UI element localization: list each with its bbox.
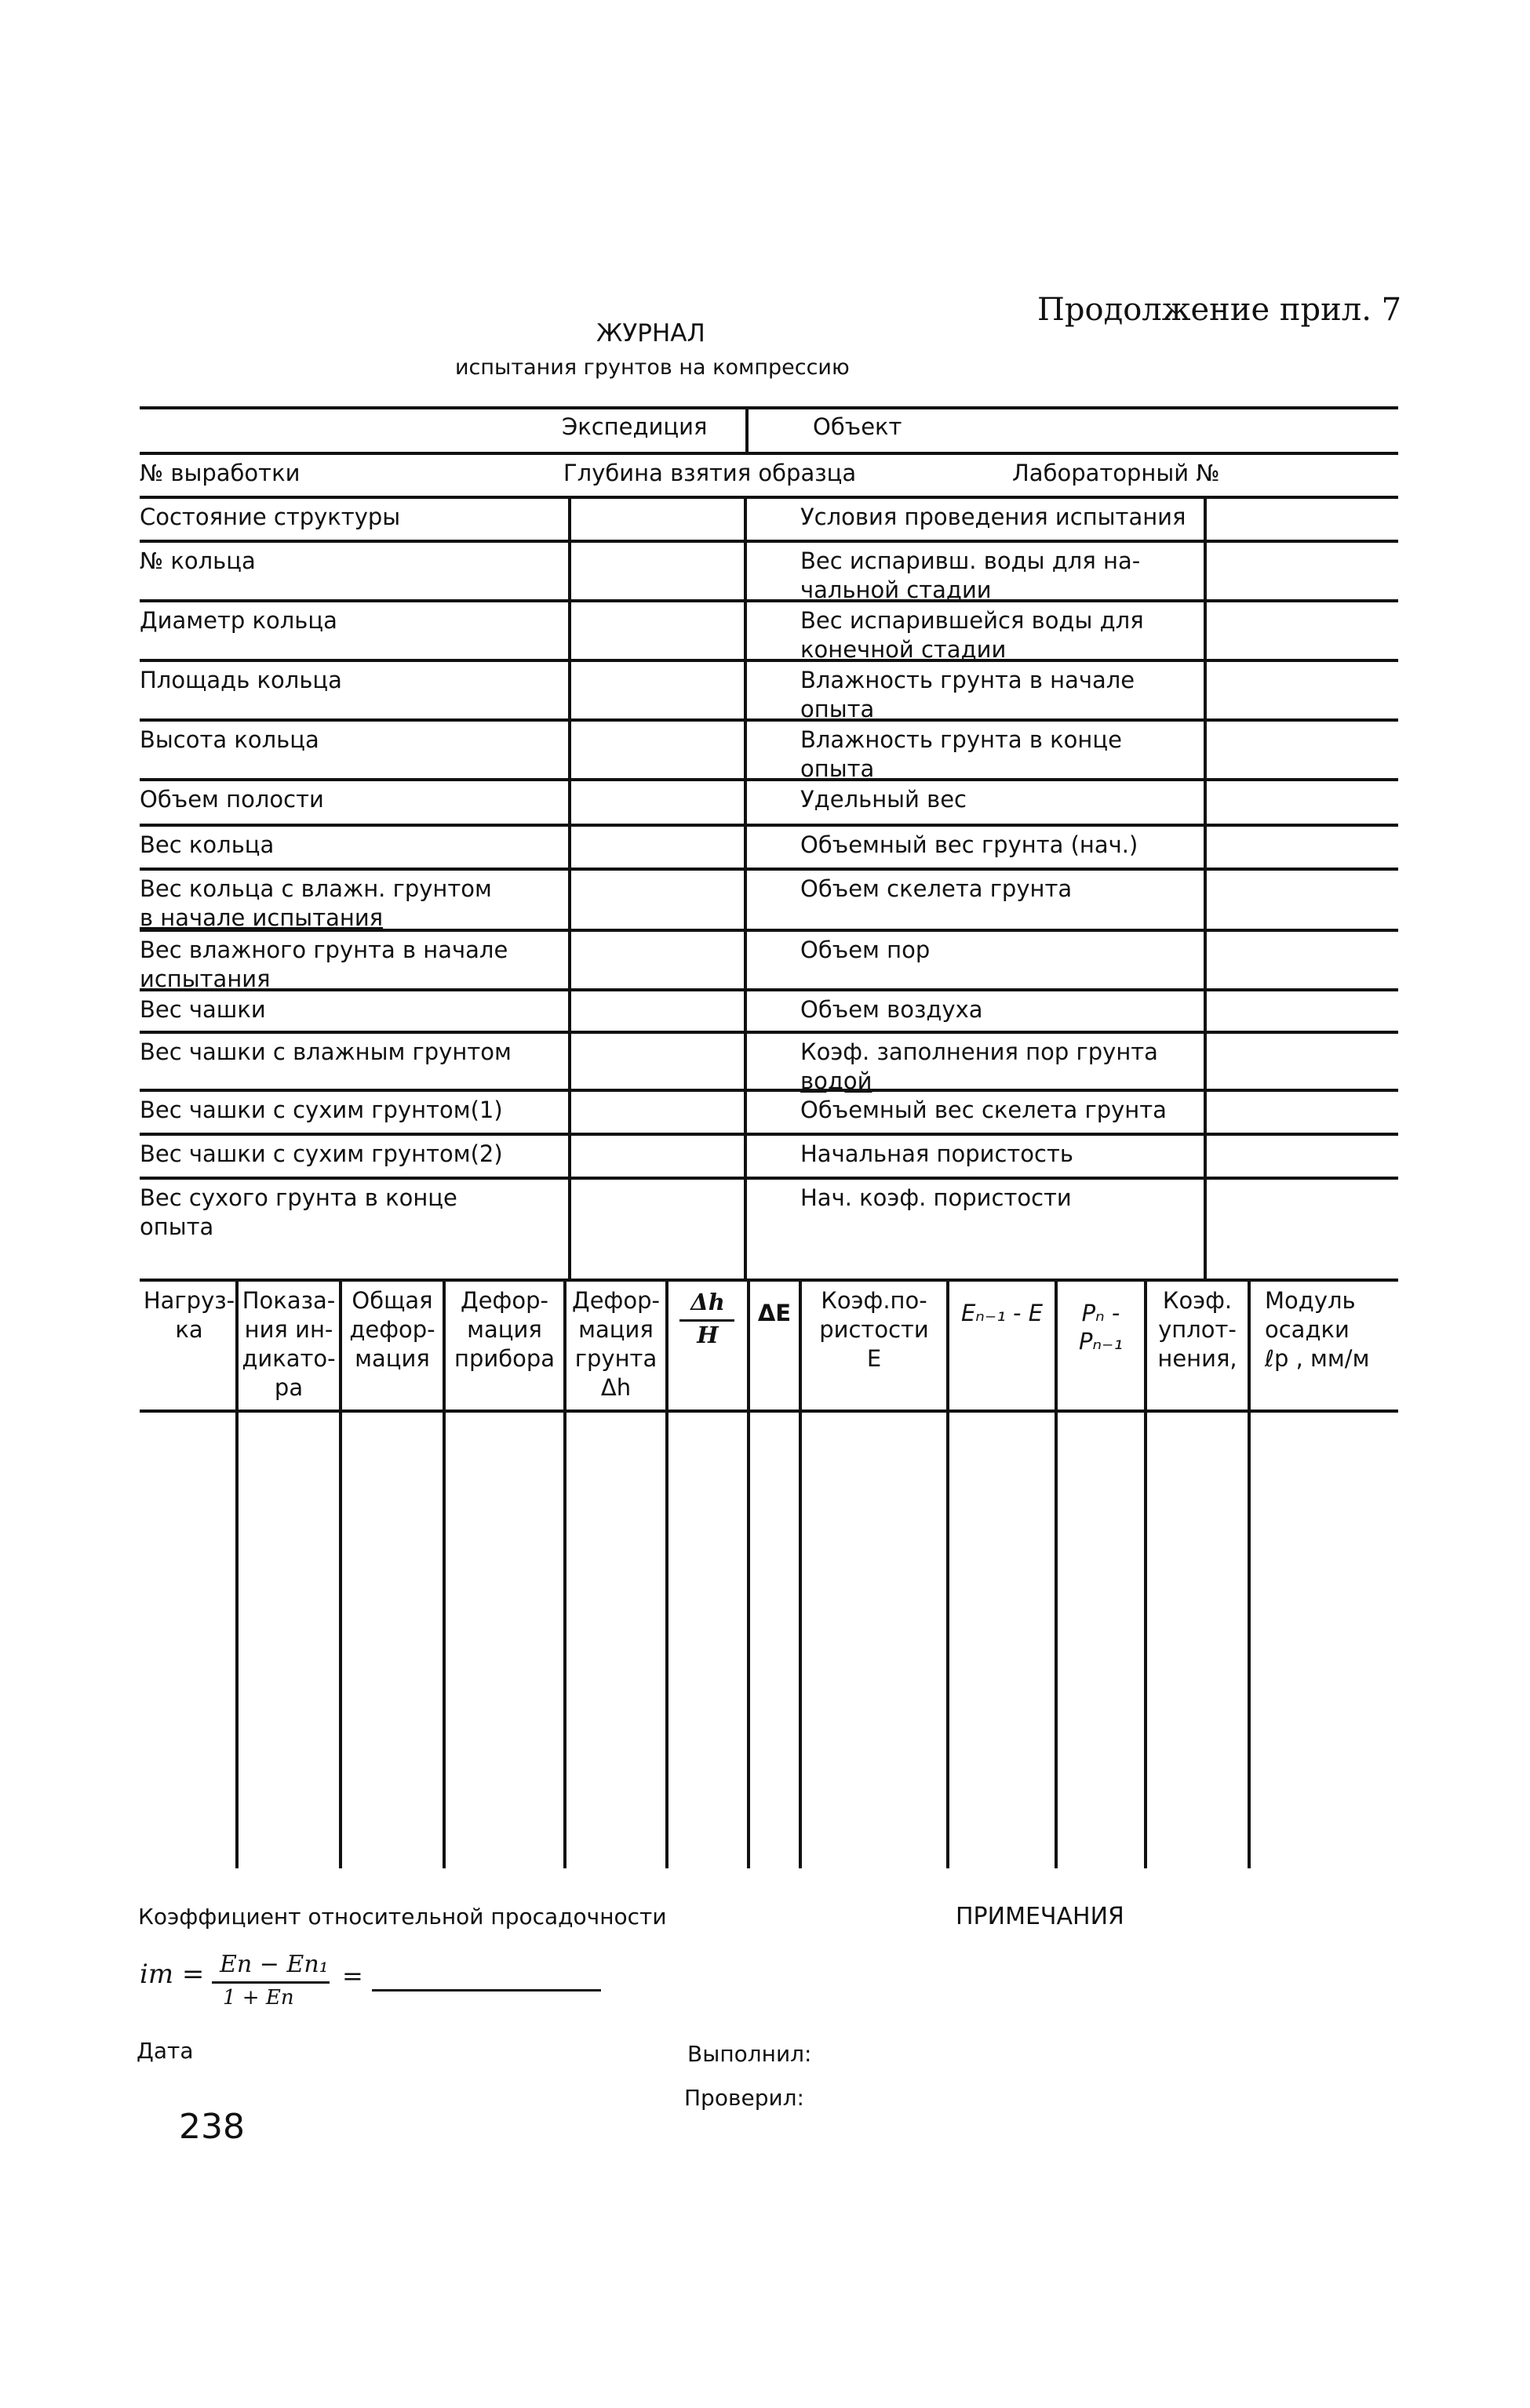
row-border (140, 599, 1398, 602)
column-header-label: дефор- (349, 1316, 435, 1343)
row-border (140, 540, 1398, 543)
column-header-label: мация (578, 1316, 654, 1343)
formula-equals: = (342, 1961, 363, 1991)
column-header-label: уплот- (1158, 1316, 1237, 1343)
test-column-divider (665, 1280, 668, 1868)
left-label: Состояние структуры (140, 504, 401, 530)
column-header-label: ΔE (757, 1300, 792, 1326)
left-label: Площадь кольца (140, 667, 342, 693)
column-header-label: Нагруз- (143, 1287, 235, 1314)
right-label: Удельный вес (800, 786, 967, 813)
row-border (140, 988, 1398, 991)
column-header-label: ния ин- (244, 1316, 333, 1343)
column-header-label: ристости (819, 1316, 929, 1343)
column-header-label: Е (866, 1345, 882, 1372)
performed-label: Выполнил: (687, 2041, 812, 2067)
right-label: Объем воздуха (800, 996, 983, 1023)
right-label: опыта (800, 755, 875, 782)
working-no-label: № выработки (140, 460, 301, 486)
formula-denominator: 1 + En (223, 1986, 294, 2010)
left-label: Вес чашки (140, 996, 266, 1023)
left-label: Вес влажного грунта в начале (140, 937, 508, 963)
formula-lhs: im = (140, 1959, 205, 1990)
right-label: Условия проведения испытания (800, 504, 1186, 530)
test-table-header-border (140, 1410, 1398, 1413)
info-row-border (140, 452, 1398, 455)
right-label: Коэф. заполнения пор грунта (800, 1038, 1158, 1065)
page-number: 238 (179, 2107, 245, 2147)
column-header-label: Коэф. (1162, 1287, 1233, 1314)
left-label: Вес чашки с сухим грунтом(1) (140, 1097, 503, 1123)
row-border (140, 824, 1398, 827)
left-label: Вес чашки с сухим грунтом(2) (140, 1140, 503, 1167)
journal-subtitle: испытания грунтов на компрессию (455, 355, 850, 380)
formula-fraction-bar (212, 1981, 330, 1984)
expedition-label: Экспедиция (562, 413, 708, 440)
left-label: в начале испытания (140, 904, 384, 931)
row-border (140, 1133, 1398, 1136)
test-column-divider (1055, 1280, 1058, 1868)
column-header-label: Дефор- (572, 1287, 660, 1314)
right-label: Начальная пористость (800, 1140, 1073, 1167)
coefficient-label: Коэффициент относительной просадочности (138, 1904, 667, 1930)
right-label: конечной стадии (800, 636, 1007, 663)
right-label: чальной стадии (800, 577, 992, 603)
right-label: Влажность грунта в конце (800, 726, 1122, 753)
test-column-divider (946, 1280, 949, 1868)
row-border (140, 718, 1398, 722)
test-column-divider (747, 1280, 750, 1868)
right-label: Объемный вес грунта (нач.) (800, 831, 1138, 858)
row-border (140, 1177, 1398, 1180)
lab-no-label: Лабораторный № (1012, 460, 1220, 486)
left-label: Вес сухого грунта в конце (140, 1184, 457, 1211)
row-border (140, 868, 1398, 871)
right-label: Вес испаривш. воды для на- (800, 547, 1141, 574)
column-header-label: Показа- (242, 1287, 336, 1314)
table-top-border (140, 406, 1398, 409)
column-header-label: Коэф.по- (821, 1287, 927, 1314)
left-label: испытания (140, 966, 271, 992)
checked-label: Проверил: (684, 2085, 804, 2111)
column-header-label: Pₙ - Pₙ₋₁ (1079, 1300, 1123, 1355)
left-label: Объем полости (140, 786, 324, 813)
left-label: Вес кольца с влажн. грунтом (140, 875, 492, 902)
row-border (140, 1089, 1398, 1092)
sample-depth-label: Глубина взятия образца (563, 460, 857, 486)
row-border (140, 659, 1398, 662)
right-label: опыта (800, 696, 875, 722)
column-divider (568, 496, 571, 1279)
column-header-label: мация (467, 1316, 542, 1343)
object-label: Объект (813, 413, 902, 440)
right-label: водой (800, 1068, 872, 1094)
left-label: Высота кольца (140, 726, 319, 753)
column-header-label: ℓp , мм/м (1265, 1345, 1370, 1372)
row-border (140, 1031, 1398, 1034)
right-label: Вес испарившейся воды для (800, 607, 1144, 634)
col-fraction-denominator: H (697, 1322, 719, 1348)
journal-title: ЖУРНАЛ (596, 319, 705, 347)
formula-answer-line (372, 1989, 601, 1992)
right-label: Объем пор (800, 937, 931, 963)
formula-fraction (212, 1951, 337, 2014)
expedition-divider (745, 408, 749, 455)
right-label: Объем скелета грунта (800, 875, 1073, 902)
right-label: Нач. коэф. пористости (800, 1184, 1072, 1211)
column-header-label: Общая (352, 1287, 433, 1314)
column-header-label: ра (274, 1374, 304, 1401)
test-column-divider (1248, 1280, 1251, 1868)
column-header-label: дикато- (242, 1345, 336, 1372)
column-divider (744, 496, 747, 1279)
column-header-label: Модуль (1265, 1287, 1356, 1314)
right-label: Объемный вес скелета грунта (800, 1097, 1167, 1123)
left-label: опыта (140, 1213, 214, 1240)
column-header-label: мация (355, 1345, 430, 1372)
date-label: Дата (137, 2038, 194, 2064)
col-fraction-numerator: Δh (690, 1289, 725, 1315)
info-row-border-2 (140, 496, 1398, 499)
right-label: Влажность грунта в начале (800, 667, 1135, 693)
column-header-label: ка (175, 1316, 203, 1343)
column-header-label: Eₙ₋₁ - E (960, 1300, 1044, 1326)
test-table-top-border (140, 1279, 1398, 1282)
continuation-label: Продолжение прил. 7 (1037, 292, 1402, 328)
column-header-label: нения, (1157, 1345, 1237, 1372)
column-header-label: Δh (600, 1374, 632, 1401)
left-label: № кольца (140, 547, 256, 574)
formula-numerator: En − En₁ (220, 1951, 329, 1978)
column-header-label: осадки (1265, 1316, 1350, 1343)
left-label: Диаметр кольца (140, 607, 337, 634)
left-label: Вес кольца (140, 831, 275, 858)
row-border (140, 778, 1398, 781)
notes-heading: ПРИМЕЧАНИЯ (956, 1903, 1124, 1930)
column-header-label: прибора (454, 1345, 556, 1372)
column-header-label: грунта (574, 1345, 658, 1372)
left-label: Вес чашки с влажным грунтом (140, 1038, 512, 1065)
column-divider (1204, 496, 1207, 1279)
column-header-label: Дефор- (461, 1287, 548, 1314)
